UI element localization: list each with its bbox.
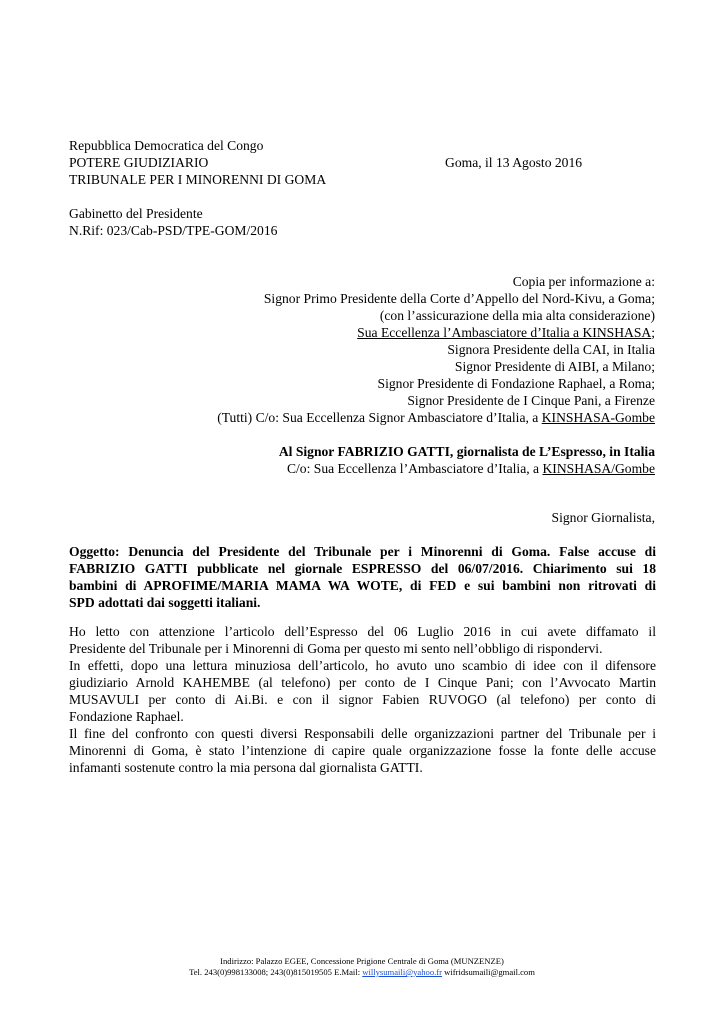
court-header (69, 137, 326, 188)
body-line: Presidente del Tribunale per i Minorenni di Goma per questo mi sento nell’obbligo di rispondervi. (69, 641, 603, 656)
copies-intro: Copia per informazione a: (512, 274, 655, 289)
copy-recipient-4: Signor Presidente di AIBI, a Milano; (454, 359, 655, 374)
copy-care-of: (Tutti) C/o: Sua Eccellenza Signor Ambasciatore d’Italia, a KINSHASA-Gombe (217, 410, 655, 425)
letter-body (69, 623, 656, 776)
footer-address: Indirizzo: Palazzo EGEE, Concessione Prigione Centrale di Goma (MUNZENZE) (220, 956, 504, 966)
subject-line: SPD adottati dai soggetti italiani. (69, 595, 261, 610)
reference-number: N.Rif: 023/Cab-PSD/TPE-GOM/2016 (69, 223, 278, 238)
header-country: Repubblica Democratica del Congo (69, 138, 264, 153)
office-reference (69, 205, 277, 239)
body-line: Il fine del confronto con questi diversi Responsabili delle organizzazioni partner del Tribunale per i (69, 726, 656, 741)
copy-recipient-1-note: (con l’assicurazione della mia alta considerazione) (379, 308, 655, 323)
body-line: Ho letto con attenzione l’articolo dell’Espresso del 06 Luglio 2016 in cui avete diffamato il (69, 624, 656, 639)
body-line: MUSAVULI per conto di Ai.Bi. e con il signor Fabien RUVOGO (al telefono) per conto di (69, 692, 656, 707)
body-line: giudiziario Arnold KAHEMBE (al telefono) per conto de I Cinque Pani; con l’Avvocato Martin (69, 675, 656, 690)
recipient-care-of: C/o: Sua Eccellenza l’Ambasciatore d’Italia, a KINSHASA/Gombe (286, 461, 655, 476)
copy-recipient-2: Sua Eccellenza l’Ambasciatore d’Italia a KINSHASA; (357, 325, 655, 340)
recipient-name: Al Signor FABRIZIO GATTI, giornalista de L’Espresso, in Italia (278, 444, 655, 459)
subject-line: bambini di APROFIME/MARIA MAMA WA WOTE, di FED e sui bambini non ritrovati di (69, 578, 656, 593)
copy-recipient-3: Signora Presidente della CAI, in Italia (447, 342, 655, 357)
subject-line: FABRIZIO GATTI pubblicate nel giornale ESPRESSO del 06/07/2016. Chiarimento sui 18 (69, 561, 656, 576)
body-line: infamanti sostenute contro la mia persona dal giornalista GATTI. (69, 760, 423, 775)
header-judiciary: POTERE GIUDIZIARIO (69, 155, 209, 170)
copy-recipient-1: Signor Primo Presidente della Corte d’Appello del Nord-Kivu, a Goma; (263, 291, 655, 306)
copy-recipient-5: Signor Presidente di Fondazione Raphael, a Roma; (377, 376, 655, 391)
copy-recipient-6: Signor Presidente de I Cinque Pani, a Firenze (407, 393, 655, 408)
body-line: Minorenni di Goma, è stato l’intenzione di capire quale organizzazione fosse la fonte delle accuse (69, 743, 656, 758)
email-link[interactable]: willysumaili@yahoo.fr (362, 967, 443, 977)
body-line: In effetti, dopo una lettura minuziosa dell’articolo, ho avuto uno scambio di idee con il difensore (69, 658, 656, 673)
subject-line: Oggetto: Denuncia del Presidente del Tribunale per i Minorenni di Goma. False accuse di (69, 544, 656, 559)
subject (69, 543, 656, 611)
copies-list (217, 273, 655, 426)
salutation: Signor Giornalista, (551, 510, 655, 525)
body-line: Fondazione Raphael. (69, 709, 184, 724)
letter-date: Goma, il 13 Agosto 2016 (445, 155, 583, 170)
office-name: Gabinetto del Presidente (69, 206, 203, 221)
header-tribunal: TRIBUNALE PER I MINORENNI DI GOMA (69, 172, 327, 187)
recipient-block (279, 443, 655, 477)
footer-contacts: Tel. 243(0)998133008; 243(0)815019505 E.Mail: willysumaili@yahoo.fr wifridsumaili@gmail.com (189, 967, 535, 977)
